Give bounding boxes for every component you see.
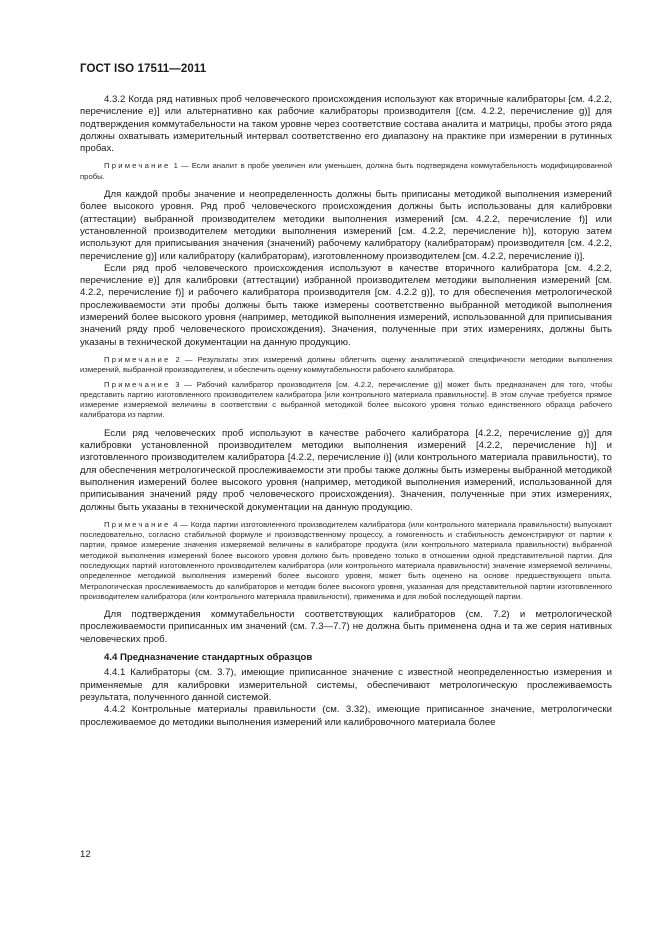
paragraph-4-3-2: 4.3.2 Когда ряд нативных проб человеческого происхождения используют как вторичные калибраторы [см. 4.2.2, перечисление e)] или альтернативно как рабочие калибраторы производителя [(см. 4.2.2, перечисление g)] для подтверждения коммутабельности на таком уровне через соответствие состава аналита и матрицы, пробы этого ряда должны охватывать измерительный интервал соответственно его диапазону на практике при измерении в рутинных пробах.	[80, 94, 612, 155]
note-4	[80, 520, 612, 602]
note-text: 2 — Результаты этих измерений должны облегчить оценку аналитической специфичности методики выполнения измерений, выбранной производителем, и обеспечить оценку коммутабельности рабочего калибратора.	[80, 354, 612, 375]
note-label: Примечание	[104, 161, 171, 171]
paragraph-secondary-calibrator: Если ряд проб человеческого происхождения используют в качестве вторичного калибратора [см. 4.2.2, перечисление e)] для калибровки (аттестации) избранной производителем методики выполнения измерений [см. 4.2.2, перечисление f)] и рабочего калибратора производителя [см. 4.2.2 g)], то для обеспечения метрологической прослеживаемости эти пробы должны быть также измерены соответственно выбранной методикой выполнения измерений более высокого уровня (например, методикой выполнения измерений, использованной для приписывания значений ряду проб человеческого происхождения). Значения, полученные при этих измерениях, должны быть указаны в технической документации на данную продукцию.	[80, 262, 612, 348]
paragraph-4-4-1: 4.4.1 Калибраторы (см. 3.7), имеющие приписанное значение с известной неопределенностью измерения и применяемые для калибровки измерительной системы, обеспечивают метрологическую прослеживаемость результата, полученного данной системой.	[80, 667, 612, 703]
document-header: ГОСТ ISO 17511—2011	[80, 63, 207, 75]
note-2	[80, 355, 612, 376]
note-text: 1 — Если аналит в пробе увеличен или уменьшен, должна быть подтверждена коммутабельность модифицированной пробы.	[80, 161, 612, 181]
note-text: 4 — Когда партии изготовленного производителем калибратора (или контрольного материала правильности) выпускают последовательно, согласно стабильной формуле и производственному процессу, а гомогенность и стабильность демонстрируют от партии к партии, прямое измерение значения измеряемой величины в калибраторе продукта (или контрольного материала правильности) выбранной методикой выполнения измерений более высокого уровня должно быть проведено только в отношении одной представительной партии. Для последующих партий изготовленного производителем калибратора (или контрольного материала правильности) значение измеряемой величины, определенное методикой выполнения измерений более высокого уровня, может быть оценено на основе предшествующего опыта. Метрологическая прослеживаемость до калибраторов и методик более высокого уровня, указанная для представительной партии изготовленного производителем калибратора (или контрольного материала правильности), применима и для любой последующей партии.	[80, 519, 612, 601]
note-label: Примечание	[104, 354, 171, 364]
note-1	[80, 161, 612, 182]
note-3	[80, 380, 612, 421]
paragraph-value-assignment: Для каждой пробы значение и неопределенность должны быть приписаны методикой выполнения измерений более высокого уровня. Ряд проб человеческого происхождения должны быть использованы для калибровки (аттестации) выбранной производителем методики выполнения измерений [см. 4.2.2, перечисление f)] или установленной производителем методики выполнения измерений [см. 4.2.2, перечисление h)], которую затем используют для приписывания значения (значений) рабочему калибратору (калибраторам) производителя [см. 4.2.2, перечисление g)] или калибратору (калибраторам), изготовленному производителем [см. 4.2.2, перечисление i)].	[80, 189, 612, 262]
paragraph-4-4-2: 4.4.2 Контрольные материалы правильности (см. 3.32), имеющие приписанное значение, метрологически прослеживаемое до методики выполнения измерений или калибровочного материала более	[80, 704, 612, 728]
section-heading: 4.4 Предназначение стандартных образцов	[104, 652, 313, 664]
paragraph-commutability: Для подтверждения коммутабельности соответствующих калибраторов (см. 7.2) и метрологической прослеживаемости приписанных им значений (см. 7.3—7.7) не должна быть применена одна и та же серия нативных человеческих проб.	[80, 609, 612, 645]
note-label: Примечание	[104, 379, 171, 389]
document-body	[80, 94, 612, 729]
note-label: Примечание	[104, 519, 171, 529]
note-text: 3 — Рабочий калибратор производителя [см. 4.2.2, перечисление g)] может быть предназначен для того, чтобы представить партию изготовленного производителем калибратора [или контрольного материала правильности]. В этом случае требуется прямое измерение измеряемой величины в соответствии с выбранной методикой более высокого уровня только единственного образца рабочего калибратора из партии.	[80, 379, 613, 420]
page-number: 12	[80, 849, 91, 860]
paragraph-working-calibrator: Если ряд человеческих проб используют в качестве рабочего калибратора [4.2.2, перечисление g)] для калибровки установленной производителем методики выполнения измерений [4.2.2, перечисление h)] и изготовленного производителем калибратора [4.2.2, перечисление i)] (или контрольного материала правильности), то для обеспечения метрологической прослеживаемости эти пробы также должны быть измерены выбранной методикой выполнения измерений более высокого уровня (например, методикой выполнения измерений, использованной для приписывания значений ряду проб человеческого происхождения). Значения, полученные при этих измерениях, должны быть указаны в технической документации на данную продукцию.	[80, 427, 612, 513]
